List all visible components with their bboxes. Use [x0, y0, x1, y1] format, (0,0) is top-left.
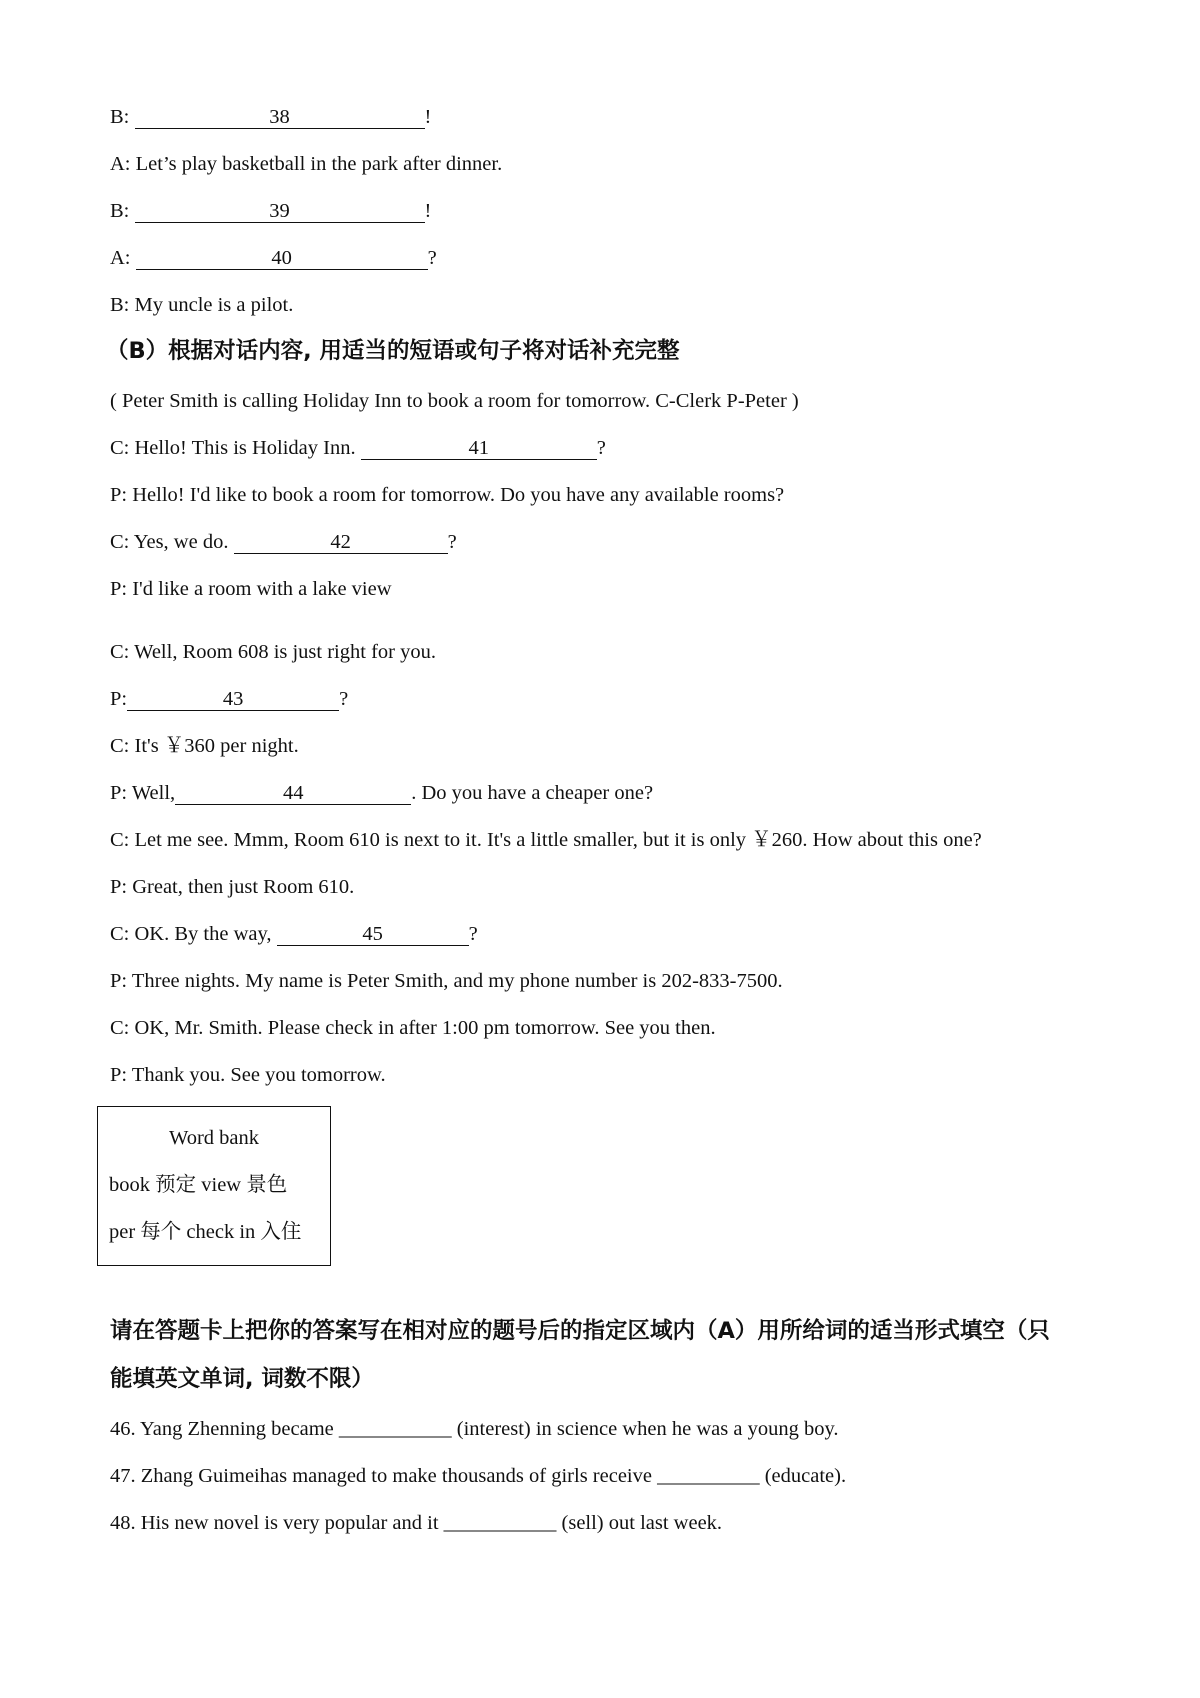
- word-bank-box: [97, 1106, 331, 1266]
- dialogue-line: P: I'd like a room with a lake view: [110, 578, 392, 600]
- dialogue-line: A: Let’s play basketball in the park after dinner.: [110, 153, 503, 175]
- dialogue-line-42: C: Yes, we do. 42 ?: [110, 531, 457, 553]
- dialogue-line-44: P: Well, 44 . Do you have a cheaper one?: [110, 782, 654, 804]
- answer-blank-44[interactable]: 44: [175, 782, 411, 805]
- word-bank-row: per 每个 check in 入住: [109, 1221, 302, 1243]
- dialogue-line: C: Let me see. Mmm, Room 610 is next to it. It's a little smaller, but it is only ￥260. How about this one?: [110, 829, 982, 851]
- word-bank-title: Word bank: [168, 1127, 259, 1149]
- dialogue-line-45: C: OK. By the way, 45 ?: [110, 923, 478, 945]
- answer-blank-42[interactable]: 42: [234, 531, 448, 554]
- section-b-heading: （B）根据对话内容, 用适当的短语或句子将对话补充完整: [106, 338, 680, 364]
- answer-blank-45[interactable]: 45: [277, 923, 469, 946]
- section-heading: 请在答题卡上把你的答案写在相对应的题号后的指定区域内（A）用所给词的适当形式填空（只: [110, 1318, 1050, 1344]
- dialogue-line: P: Thank you. See you tomorrow.: [110, 1064, 386, 1086]
- question-47: 47. Zhang Guimeihas managed to make thousands of girls receive __________ (educate).: [110, 1465, 847, 1487]
- word-bank-row: book 预定 view 景色: [109, 1174, 288, 1196]
- dialogue-line: C: It's ￥360 per night.: [110, 735, 299, 757]
- answer-blank-40[interactable]: 40: [136, 247, 428, 270]
- section-b-intro: ( Peter Smith is calling Holiday Inn to book a room for tomorrow. C-Clerk P-Peter ): [110, 390, 799, 412]
- dialogue-line: P: Hello! I'd like to book a room for tomorrow. Do you have any available rooms?: [110, 484, 785, 506]
- question-46: 46. Yang Zhenning became ___________ (interest) in science when he was a young boy.: [110, 1418, 839, 1440]
- dialogue-line-41: C: Hello! This is Holiday Inn. 41 ?: [110, 437, 606, 459]
- dialogue-line: B: My uncle is a pilot.: [110, 294, 294, 316]
- dialogue-line-43: P: 43 ?: [110, 688, 349, 710]
- dialogue-line-40: A: 40 ?: [110, 247, 437, 269]
- dialogue-line-39: B: 39 !: [110, 200, 432, 222]
- answer-blank-38[interactable]: 38: [135, 106, 425, 129]
- answer-blank-41[interactable]: 41: [361, 437, 597, 460]
- section-heading: 能填英文单词, 词数不限）: [110, 1366, 374, 1392]
- dialogue-line: C: OK, Mr. Smith. Please check in after 1:00 pm tomorrow. See you then.: [110, 1017, 716, 1039]
- answer-blank-39[interactable]: 39: [135, 200, 425, 223]
- dialogue-line-38: B: 38 !: [110, 106, 432, 128]
- answer-blank-43[interactable]: 43: [127, 688, 339, 711]
- dialogue-line: C: Well, Room 608 is just right for you.: [110, 641, 436, 663]
- question-48: 48. His new novel is very popular and it ___________ (sell) out last week.: [110, 1512, 723, 1534]
- dialogue-line: P: Great, then just Room 610.: [110, 876, 355, 898]
- dialogue-line: P: Three nights. My name is Peter Smith, and my phone number is 202-833-7500.: [110, 970, 783, 992]
